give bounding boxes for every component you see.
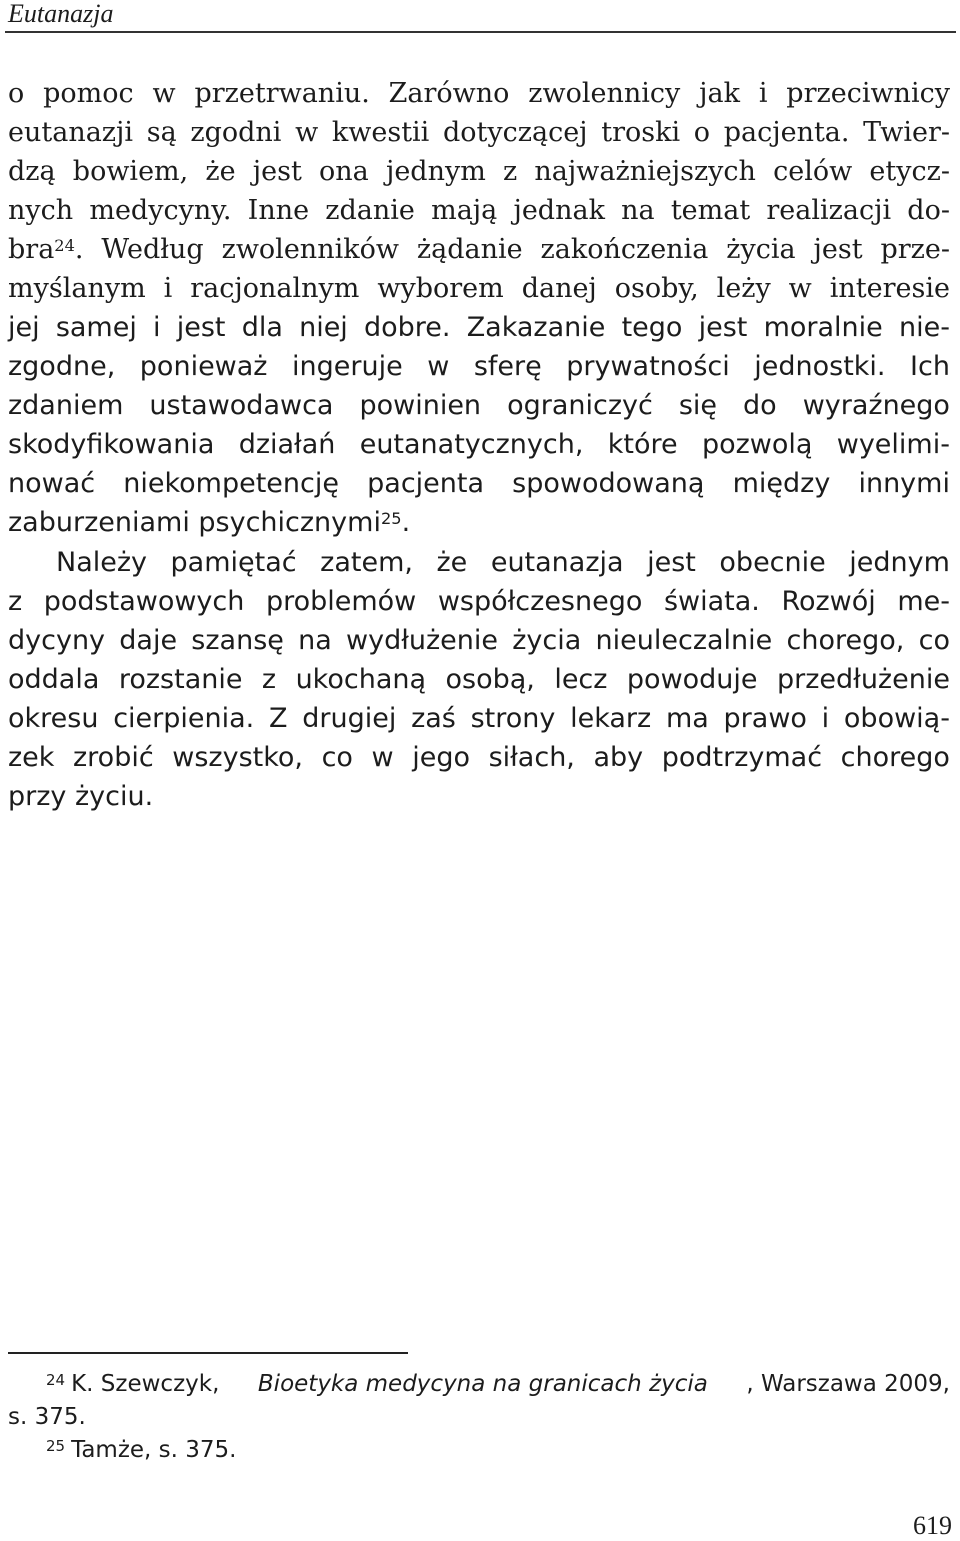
word: wyborem <box>377 273 504 304</box>
word: mają <box>431 195 498 226</box>
text-line <box>8 113 950 152</box>
word: samej <box>55 312 137 343</box>
footnote-text: s. 375. <box>8 1404 86 1430</box>
word: lekarz <box>570 703 652 734</box>
word: spowodowaną <box>512 468 705 499</box>
word: strony <box>470 703 556 734</box>
footnote-24 <box>8 1368 950 1401</box>
word: myślanym <box>8 273 146 304</box>
header-rule <box>5 31 956 33</box>
text-line <box>8 777 950 816</box>
text-line <box>8 269 950 308</box>
word: interesie <box>829 273 950 304</box>
footnote-ref-24: 24 <box>54 236 75 255</box>
word: me- <box>897 586 950 617</box>
word: na <box>298 625 332 656</box>
footnotes <box>8 1368 950 1467</box>
word: co <box>918 625 950 656</box>
text-line <box>8 230 950 269</box>
word: jest <box>252 156 302 187</box>
text-run: . <box>401 507 411 538</box>
word: z <box>8 586 23 617</box>
footnote-25 <box>8 1434 950 1467</box>
word: że <box>436 547 468 578</box>
word: podstawowych <box>43 586 245 617</box>
text-line <box>8 738 950 777</box>
word: i <box>153 312 161 343</box>
word: leży <box>716 273 771 304</box>
word: się <box>678 390 718 421</box>
word: bra24. <box>8 230 84 269</box>
word: zwolenników <box>221 234 399 265</box>
word: Z <box>268 703 288 734</box>
word: etycz- <box>869 156 950 187</box>
word: problemów <box>265 586 417 617</box>
word: Rozwój <box>781 586 876 617</box>
word: które <box>607 429 678 460</box>
footnote-rest: , Warszawa 2009, <box>746 1371 950 1397</box>
word: dla <box>241 312 283 343</box>
word: dzą <box>8 156 56 187</box>
word: niekompetencję <box>123 468 339 499</box>
text-line <box>8 503 950 542</box>
word: moralnie <box>763 312 883 343</box>
word: prze- <box>880 234 950 265</box>
word: okresu <box>8 703 99 734</box>
footnote-24-cont <box>8 1401 950 1434</box>
word: zaś <box>411 703 456 734</box>
fn24-lead <box>46 1368 219 1401</box>
word: życia <box>726 234 796 265</box>
word: nie- <box>898 312 950 343</box>
word: pozwolą <box>701 429 813 460</box>
word: szansę <box>191 625 284 656</box>
word: pomoc <box>43 78 134 109</box>
word: eutanatycznych, <box>359 429 584 460</box>
paragraph-2 <box>8 543 950 816</box>
word: powoduje <box>626 664 758 695</box>
word: jednym <box>849 547 950 578</box>
word: jej <box>8 312 40 343</box>
word: prywatności <box>566 351 730 382</box>
word: w <box>371 742 394 773</box>
text-line <box>8 582 950 621</box>
word: Zarówno <box>388 78 510 109</box>
word: tego <box>621 312 683 343</box>
word: daje <box>119 625 178 656</box>
word: rozstanie <box>118 664 243 695</box>
word: do <box>743 390 777 421</box>
footnote-ref-25: 25 <box>380 509 402 528</box>
word: wyelimi- <box>836 429 950 460</box>
word: zdanie <box>325 195 415 226</box>
word: zakończenia <box>540 234 709 265</box>
word: są <box>146 117 177 148</box>
word: ona <box>319 156 369 187</box>
word: wyraźnego <box>802 390 950 421</box>
footnote-author: K. Szewczyk, <box>71 1371 220 1397</box>
footnote-rule <box>8 1352 408 1354</box>
word: realizacji <box>766 195 892 226</box>
word: Ich <box>910 351 950 382</box>
word: w <box>427 351 450 382</box>
word: działań <box>238 429 336 460</box>
word: jednostki. <box>754 351 886 382</box>
word: pacjenta <box>367 468 485 499</box>
text-line <box>8 543 950 582</box>
word: sferę <box>473 351 542 382</box>
footnote-number: 24 <box>46 1371 66 1389</box>
footnote-text: Tamże, s. 375. <box>71 1437 237 1463</box>
word: jest <box>647 547 696 578</box>
word: nować <box>8 468 96 499</box>
word: zgodni <box>190 117 282 148</box>
word: z <box>503 156 518 187</box>
word: i <box>821 703 830 734</box>
word: o <box>8 78 25 109</box>
word: troski <box>601 117 681 148</box>
word: powinien <box>359 390 482 421</box>
word: jest <box>176 312 226 343</box>
word: zatem, <box>320 547 413 578</box>
word: eutanazji <box>8 117 134 148</box>
word: do- <box>907 195 950 226</box>
word: obowią- <box>843 703 950 734</box>
word: o <box>693 117 711 148</box>
word: zwolennicy <box>528 78 681 109</box>
word: z <box>261 664 277 695</box>
word: prawo <box>723 703 807 734</box>
word: zrobić <box>73 742 154 773</box>
word: Według <box>101 234 204 265</box>
text-line <box>8 386 950 425</box>
text-run: zaburzeniami psychicznymi <box>8 507 381 538</box>
word: dobre. <box>364 312 451 343</box>
text-line <box>8 191 950 230</box>
word: racjonalnym <box>190 273 360 304</box>
word: danej <box>521 273 597 304</box>
word: żądanie <box>416 234 523 265</box>
word: wydłużenie <box>346 625 499 656</box>
word: innymi <box>858 468 950 499</box>
word: Zakazanie <box>466 312 606 343</box>
word: jest <box>813 234 863 265</box>
text-line <box>8 152 950 191</box>
word: obecnie <box>719 547 826 578</box>
word: najważniejszych <box>534 156 756 187</box>
word: siłach, <box>488 742 575 773</box>
word: podtrzymać <box>661 742 823 773</box>
word: ustawodawca <box>149 390 334 421</box>
word: dycyny <box>8 625 106 656</box>
word: że <box>205 156 236 187</box>
word: zek <box>8 742 55 773</box>
word: świata. <box>663 586 760 617</box>
word: skodyfikowania <box>8 429 215 460</box>
word: chorego <box>840 742 950 773</box>
word: cierpienia. <box>113 703 255 734</box>
text-line <box>8 621 950 660</box>
word: w <box>152 78 176 109</box>
word: pamiętać <box>170 547 297 578</box>
word: ingeruje <box>292 351 403 382</box>
text-line <box>8 660 950 699</box>
paragraph-1 <box>8 74 950 542</box>
word: jak <box>699 78 740 109</box>
word: pacjenta. <box>723 117 850 148</box>
word: na <box>621 195 655 226</box>
word: przeciwnicy <box>786 78 950 109</box>
word: chorego, <box>786 625 905 656</box>
word: między <box>732 468 831 499</box>
text-line <box>8 74 950 113</box>
word: Należy <box>56 547 148 578</box>
text-line <box>8 308 950 347</box>
word: bowiem, <box>72 156 189 187</box>
word: oddala <box>8 664 100 695</box>
word: jego <box>412 742 470 773</box>
footnote-number: 25 <box>46 1437 66 1455</box>
word: medycyny. <box>89 195 232 226</box>
word: i <box>758 78 768 109</box>
word: zdaniem <box>8 390 124 421</box>
word: osobą, <box>445 664 535 695</box>
word: . <box>74 234 84 265</box>
word: nieuleczalnie <box>595 625 773 656</box>
word: ponieważ <box>139 351 268 382</box>
word: jest <box>698 312 748 343</box>
word: drugiej <box>302 703 397 734</box>
text-line <box>8 699 950 738</box>
word: niej <box>299 312 348 343</box>
word: jednak <box>513 195 605 226</box>
word: zgodne, <box>8 351 116 382</box>
word: ma <box>665 703 709 734</box>
text-line <box>8 347 950 386</box>
word: ukochaną <box>295 664 427 695</box>
word: jednym <box>385 156 486 187</box>
word: wszystko, <box>172 742 303 773</box>
word: Inne <box>247 195 310 226</box>
footnote-title: Bioetyka medycyna na granicach życia <box>257 1371 708 1397</box>
text-line <box>8 425 950 464</box>
word: Twier- <box>863 117 950 148</box>
text-run: przy życiu. <box>8 781 154 812</box>
word: przetrwaniu. <box>194 78 370 109</box>
word: eutanazja <box>490 547 624 578</box>
word: lecz <box>554 664 608 695</box>
word: przedłużenie <box>776 664 950 695</box>
word: nych <box>8 195 74 226</box>
word: kwestii <box>331 117 430 148</box>
word: co <box>321 742 353 773</box>
word: współczesnego <box>437 586 643 617</box>
word: w <box>788 273 812 304</box>
word: aby <box>593 742 644 773</box>
word: i <box>163 273 173 304</box>
word: w <box>295 117 319 148</box>
running-head: Eutanazja <box>8 0 114 28</box>
word: osoby, <box>614 273 699 304</box>
word: celów <box>773 156 853 187</box>
word: dotyczącej <box>443 117 588 148</box>
word: temat <box>670 195 751 226</box>
page-number: 619 <box>913 1511 952 1540</box>
word: ograniczyć <box>507 390 653 421</box>
text-line <box>8 464 950 503</box>
word: życia <box>512 625 582 656</box>
